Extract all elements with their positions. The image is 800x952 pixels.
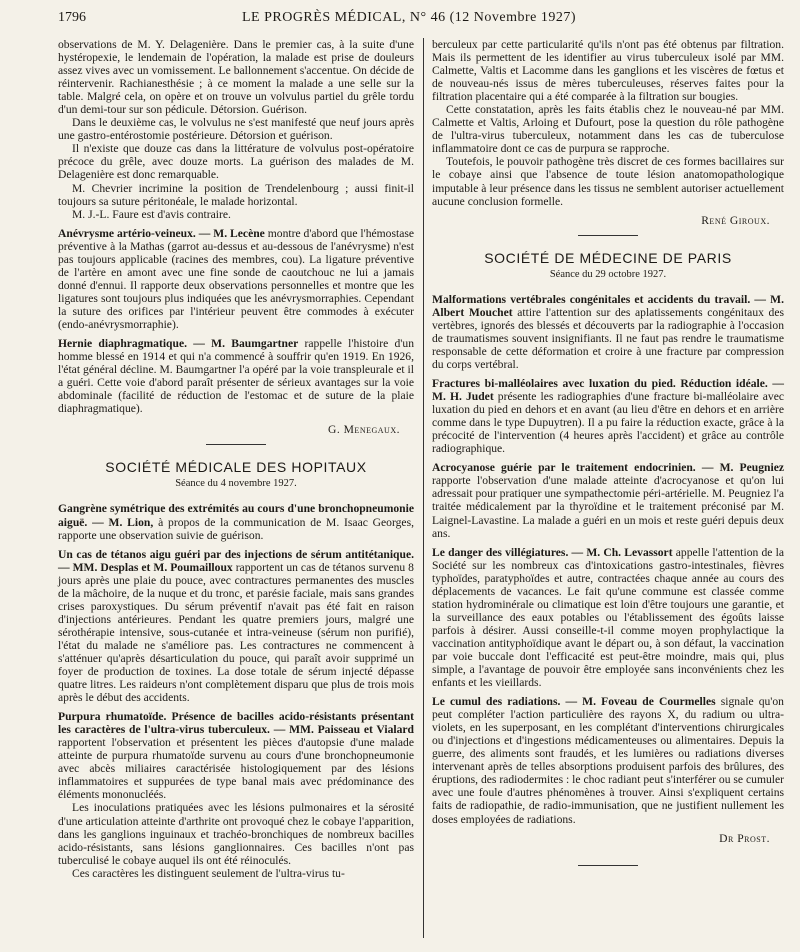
signature: Dr Prost.	[719, 831, 770, 845]
signature: René Giroux.	[701, 213, 770, 227]
communication-text: rapportent un cas de tétanos survenu 8 jours après une plaie du pouce, avec contractures permanentes des muscles de la mâchoire, de la nuque et du tronc, et parésie faciale, mais sans grandes crises paroxystiques. Du sérum préventif n'avait pas été fait en raison d'injections antérieures. Pendant les quatre premiers jours, malgré une sérothérapie intensive, sous-cutanée et intra-veineuse (sérum non purifié), l'état du malade ne s'améliore pas. Les contractures ne commencent à s'atténuer qu'après désarticulation du pouce, qui paraît avoir supprimé un foyer de production de toxines. La dose totale de sérum injecté dépasse quatre litres. Les raideurs n'ont complètement disparu que plus de trois mois après le début des accidents.	[58, 560, 414, 705]
communication-danger	[432, 546, 784, 690]
communication-title: Malformations vertébrales congénitales et accidents du travail. —	[432, 292, 771, 306]
communication-gangrene	[58, 502, 414, 541]
communication-purpura	[58, 710, 414, 801]
communication-text: à propos de la communication de M. Isaac Georges, rapporte une observation suivie de guérison.	[58, 515, 414, 542]
section-title: SOCIÉTÉ MÉDICALE DES HOPITAUX	[105, 459, 367, 476]
paragraph: Cette constatation, après les faits établis chez le nouveau-né par MM. Calmette et Valtis, Arloing et Dufourt, pose la question du rôle pathogène de l'ultra-virus tuberculeux, notamment dans les cas de tuberculose inflammatoire dont ce cas de purpura se rapproche.	[432, 103, 784, 156]
communication-text: attire l'attention sur des aplatissements congénitaux des vertèbres, ignorés des blessés et découverts par la radiographie à l'occasion de traumatismes souvent insignifiants. Il ne faut pas rendre le traumatisme responsable de cette déformation et croire à une fracture par compression du corps vertébral.	[432, 305, 784, 371]
communication-text: présente les radiographies d'une fracture bi-malléolaire avec luxation du pied en dehors et en avant (au lieu d'être en dehors et en arrière comme dans le type Dupuytren). Il a pu faire la réduction exacte, grâce à la précocité de l'intervention (4 heures après l'accident) et grâce au contrôle radiographique.	[432, 390, 784, 456]
communication-acrocyanose	[432, 461, 784, 539]
communication-author: M. Foveau de Courmelles	[582, 695, 716, 709]
page-header	[58, 10, 760, 28]
left-column	[58, 38, 414, 880]
right-column	[432, 38, 784, 866]
signature: G. Menegaux.	[327, 423, 400, 437]
communication-fractures	[432, 377, 784, 455]
section-separator	[578, 235, 638, 236]
communication-author: M. Peugniez	[719, 461, 784, 475]
communication-title: Acrocyanose guérie par le traitement endocrinien. —	[432, 461, 720, 475]
communication-author: M. Lion,	[108, 515, 154, 529]
paragraph: Il n'existe que douze cas dans la littérature de volvulus post-opératoire précoce du grêle, avec douze morts. La guérison des malades de M. Delagenière est donc remarquable.	[58, 142, 414, 182]
communication-title: Gangrène symétrique des extrémités au cours d'une bronchopneumonie aiguë. —	[58, 502, 414, 529]
paragraph: observations de M. Y. Delagenière. Dans le premier cas, à la suite d'une hystéropexie, le lendemain de l'opération, la malade est prise de douleurs assez vives avec un vomissement. Le ballonnement s'accentue. On décide de réintervenir. Rachianesthésie ; à ce moment la malade a une selle sur la table. Malgré cela, on opère et on trouve un volvulus partiel du grêle tordu d'un demi-tour sur son pédicule. Détorsion. Guérison.	[58, 38, 414, 117]
end-separator	[578, 865, 638, 866]
paragraph: M. Chevrier incrimine la position de Trendelenbourg ; aussi finit-il toujours sa suture péritonéale, le malade horizontal.	[58, 181, 414, 208]
communication-text: montre d'abord que l'hémostase préventive à la Mathas (garrot au-dessus et au-dessous de l'anévrysme) n'est pas toujours applicable (racines des membres, cou). La ligature préventive de l'artère en amont avec une fine sonde de caoutchouc ne lui a jamais donné d'ennui. Il rapporte deux observations personnelles et montre que les ligatures sont toujours plus indiquées que les anévrysmorraphies. Cependant la suture des orifices par l'intérieur peuvent être commodes à exécuter (endo-anévrysmorraphie).	[58, 226, 415, 331]
communication-author: MM. Desplas et M. Poumailloux	[72, 560, 233, 574]
section-separator	[206, 444, 266, 445]
communication-cumul	[432, 695, 784, 825]
running-title: LE PROGRÈS MÉDICAL, N° 46 (12 Novembre 1927)	[241, 10, 577, 25]
paragraph: Toutefois, le pouvoir pathogène très discret de ces formes bacillaires sur le cobaye ainsi que l'absence de toute lésion anatomopathologique imputable à leur présence dans les tissus ne semblent autoriser actuellement aucune conclusion formelle.	[432, 155, 784, 208]
communication-text: rapportent l'observation et présentent les pièces d'autopsie d'une malade atteinte de purpura rhumatoïde survenu au cours d'une bronchopneumonie avec abcès miliaires caractérisée histologiquement par des lésions inflammatoires et suppurées de type banal mais avec prédominance des éléments mononucléés.	[58, 736, 414, 802]
communication-author: M. H. Judet	[432, 390, 494, 404]
communication-text: rapporte l'observation d'une malade atteinte d'acrocyanose et qu'on lui adressait pour pratiquer une sympathectomie péri-artérielle. M. Peugniez l'a traitée médicalement par la thyroïdine et le traitement préconisé par M. Laignel-Lavastine. La malade a guéri en un mois et reste guéri depuis deux ans.	[432, 474, 784, 540]
communication-text: appelle l'attention de la Société sur les nombreux cas d'intoxications gastro-intestinales, fièvres typhoïdes, paratyphoïdes et autre, contractées chaque année au cours des déplacements de vacances. Le fait qu'une commune est classée comme station hydrominérale ou climatique est loin d'être toujours une garantie, et la surveillance des eaux potables ou l'établissement des égoûts laisse parfois à désirer. Aussi conseille-t-il comme moyen prophylactique la vaccination antityphoïdique avant le départ ou, à son défaut, la vaccination par voie buccale dont l'efficacité est peut-être moindre, mais qui, plus simple, a l'avantage de pouvoir être employée sans inconvénients chez les enfants et les vieillards.	[432, 545, 784, 690]
paragraph: Dans le deuxième cas, le volvulus ne s'est manifesté que neuf jours après une gastro-entérostomie postérieure. Détorsion et guérison.	[58, 116, 414, 143]
communication-text: signale qu'on peut compléter l'action particulière des rayons X, du radium ou ultra-violets, en les superposant, en les complétant d'interventions chirurgicales ou d'injections et d'ingestions médicamenteuses ou alimentaires. Depuis la guerre, des aliments sont fraudés, et les lumières ou radiations diverses intervenant après de telles absorptions produisent parfois des brûlures, des éruptions, des radiodermites : le choc radiant peut s'interférer ou se cumuler avec une foule d'autres phénomènes à trouver. Ainsi s'expliquent certains faits de radiopathie, de radio-immunisation, que ne justifient nullement les doses employées de radiations.	[432, 695, 784, 826]
column-rule	[423, 38, 424, 938]
communication-tetanos	[58, 548, 414, 705]
communication-title: Le danger des villégiatures. —	[432, 545, 587, 559]
communication-text: rappelle l'histoire d'un homme blessé en 1914 et qui n'a commencé à souffrir qu'en 1919. En 1926, l'état général décline. M. Baumgartner l'a opéré par la voie transpleurale et il a guéri. Cette voie d'abord paraît présenter de sérieux avantages sur la voie abdominale (facilité de réduction de l'estomac et de suture de la plaie diaphragmatique).	[58, 337, 414, 416]
paragraph: Les inoculations pratiquées avec les lésions pulmonaires et la sérosité d'une articulation atteinte d'arthrite ont provoqué chez le cobaye l'apparition, dans les ganglions inguinaux et trachéo-bronchiques de nombreux bacilles acido-résistants, sans lésions ganglionnaires. Ces bacilles n'ont pas tuberculisé le cobaye auquel ils ont été réinoculés.	[58, 801, 414, 867]
communication-aneurysme	[58, 227, 414, 331]
page-number: 1796	[58, 10, 86, 25]
paragraph: berculeux par cette particularité qu'ils n'ont pas été obtenus par filtration. Mais ils permettent de les identifier au virus tuberculeux isolé par MM. Calmette, Valtis et Lacomme dans les ganglions et les viscères de fœtus et de nouveau-nés issus de mères tuberculeuses, réserves faites pour la filtration placentaire qui a été comparée à la filtration sur bougies.	[432, 38, 784, 104]
seance-date: Séance du 4 novembre 1927.	[175, 478, 297, 490]
communication-title: Anévrysme artério-veineux. —	[58, 226, 214, 240]
communication-title: Purpura rhumatoïde. Présence de bacilles acido-résistants présentant les caractères de l'ultra-virus tuberculeux. —	[58, 710, 414, 737]
communication-title: Le cumul des radiations. —	[432, 695, 583, 709]
communication-title: Un cas de tétanos aigu guéri par des injections de sérum antitétanique. —	[58, 547, 414, 574]
communication-author: M. Baumgartner	[211, 337, 299, 351]
paragraph: Ces caractères les distinguent seulement de l'ultra-virus tu-	[72, 866, 345, 880]
section-title: SOCIÉTÉ DE MÉDECINE DE PARIS	[484, 249, 732, 266]
paragraph: M. J.-L. Faure est d'avis contraire.	[72, 207, 231, 221]
communication-author: M. Albert Mouchet	[432, 292, 784, 319]
communication-hernie	[58, 337, 414, 415]
communication-title: Fractures bi-malléolaires avec luxation du pied. Réduction idéale. —	[432, 377, 784, 391]
communication-author: M. Lecène	[213, 226, 265, 240]
communication-malformations	[432, 293, 784, 371]
communication-author: M. Ch. Levassort	[586, 545, 673, 559]
communication-title: Hernie diaphragmatique. —	[58, 337, 212, 351]
seance-date: Séance du 29 octobre 1927.	[549, 268, 667, 280]
communication-author: MM. Paisseau et Vialard	[289, 723, 414, 737]
